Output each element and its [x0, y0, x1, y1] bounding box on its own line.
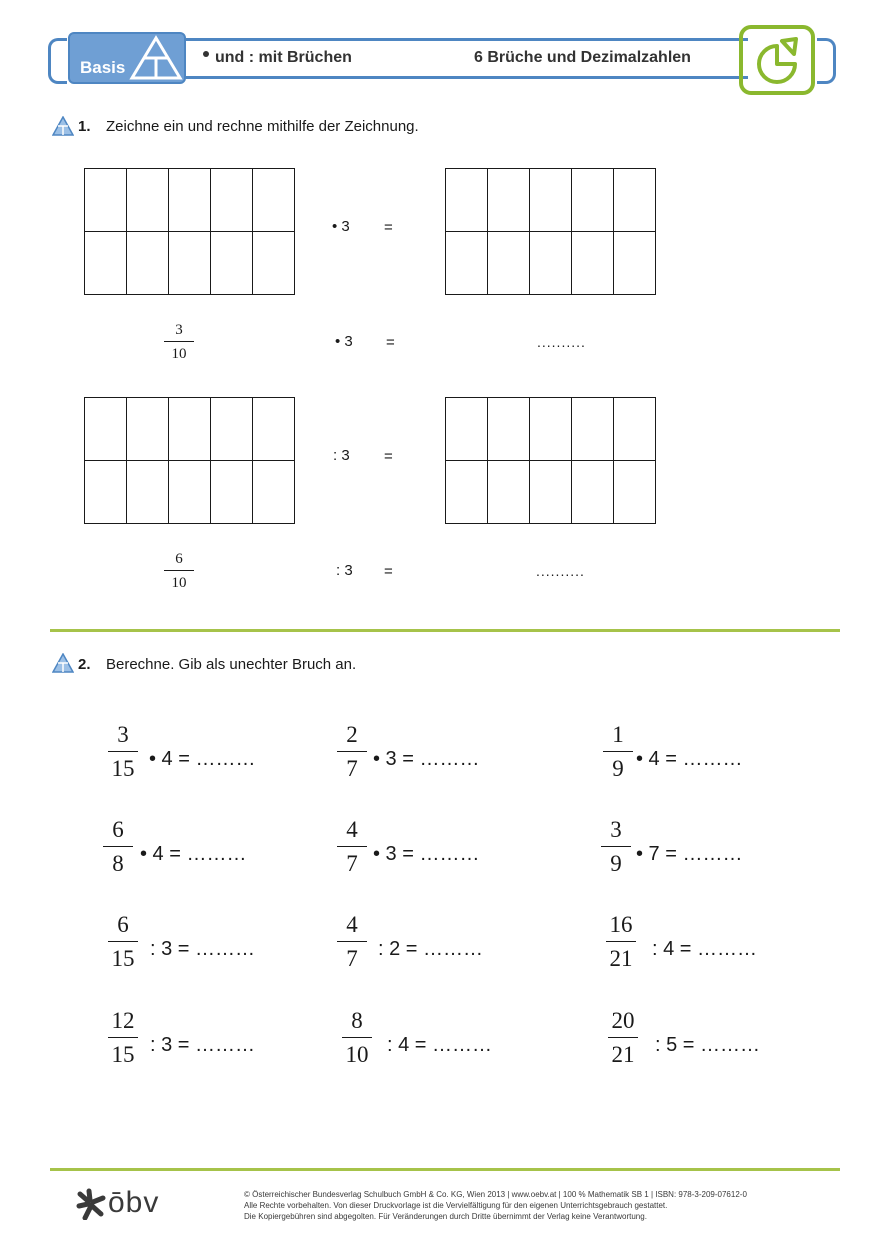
task1-eq-2b: = [384, 563, 393, 580]
fraction-denominator: 21 [609, 946, 633, 971]
task1-instruction: Zeichne ein und rechne mithilfe der Zeichnung. [106, 118, 419, 135]
fraction-bar [603, 751, 633, 752]
task1-op-1: • 3 [332, 218, 350, 235]
fraction-numerator: 12 [111, 1008, 135, 1033]
fraction-numerator: 16 [609, 912, 633, 937]
fraction-denominator: 21 [611, 1042, 635, 1067]
fraction-numerator: 8 [351, 1008, 363, 1033]
task-level-icon [52, 653, 74, 673]
chapter-fraction-icon [738, 24, 816, 96]
fraction-grid-left-1[interactable] [84, 168, 295, 295]
footer-rights: Alle Rechte vorbehalten. Von dieser Druckvorlage ist die Vervielfältigung für den eigenen Unterrichtsgebrauch gestattet. [244, 1201, 668, 1210]
header-bullet [203, 51, 209, 57]
fraction-numerator: 4 [346, 817, 358, 842]
task1-op-1b: • 3 [335, 333, 353, 350]
fraction-numerator: 1 [612, 722, 624, 747]
task2-fraction [108, 912, 138, 972]
section-separator [50, 629, 840, 632]
fraction-numerator: 3 [175, 322, 183, 338]
task2-operation[interactable]: : 3 = ……… [150, 938, 256, 960]
fraction-denominator: 15 [111, 1042, 135, 1067]
header-chapter: 6 Brüche und Dezimalzahlen [474, 49, 691, 66]
fraction-denominator: 7 [346, 946, 358, 971]
task2-operation[interactable]: • 4 = ……… [140, 843, 247, 865]
task2-operation[interactable]: • 3 = ……… [373, 843, 480, 865]
task1-number: 1. [78, 118, 91, 135]
task1-answer-2[interactable]: .......... [536, 563, 585, 579]
fraction-bar [601, 846, 631, 847]
header-topic: und : mit Brüchen [215, 49, 352, 66]
fraction-numerator: 6 [112, 817, 124, 842]
fraction-denominator: 15 [111, 756, 135, 781]
header-bracket-right [817, 38, 836, 84]
footer-fees: Die Kopiergebühren sind abgegolten. Für Veränderungen durch Dritte übernimmt der Verlag keine Verantwortung. [244, 1212, 647, 1221]
fraction-bar [103, 846, 133, 847]
task2-operation[interactable]: • 4 = ……… [149, 748, 256, 770]
task1-op-2: : 3 [333, 447, 350, 464]
task2-fraction [342, 1008, 372, 1068]
task2-fraction [337, 817, 367, 877]
fraction-bar [342, 1037, 372, 1038]
fraction-denominator: 10 [171, 575, 187, 591]
publisher-name: ōbv [108, 1186, 160, 1219]
basis-label: Basis [80, 58, 126, 77]
fraction-bar [337, 751, 367, 752]
fraction-bar [337, 941, 367, 942]
fraction-numerator: 6 [117, 912, 129, 937]
task1-eq-1: = [384, 219, 393, 236]
task1-answer-1[interactable]: .......... [537, 334, 586, 350]
fraction-denominator: 9 [612, 756, 624, 781]
fraction-bar [606, 941, 636, 942]
fraction-bar [337, 846, 367, 847]
fraction-bar [108, 751, 138, 752]
task1-fraction-1 [164, 320, 194, 364]
fraction-numerator: 2 [346, 722, 358, 747]
task2-fraction [108, 722, 138, 782]
task1-eq-2: = [384, 448, 393, 465]
fraction-bar [108, 941, 138, 942]
task1-op-2b: : 3 [336, 562, 353, 579]
footer-separator [50, 1168, 840, 1171]
task2-operation[interactable]: : 4 = ……… [387, 1034, 493, 1056]
task2-number: 2. [78, 656, 91, 673]
task2-fraction [103, 817, 133, 877]
fraction-bar [608, 1037, 638, 1038]
fraction-numerator: 3 [117, 722, 129, 747]
header-bracket-left [48, 38, 67, 84]
task2-instruction: Berechne. Gib als unechter Bruch an. [106, 656, 357, 673]
task1-fraction-2 [164, 549, 194, 593]
fraction-bar [164, 570, 194, 571]
task2-operation[interactable]: • 3 = ……… [373, 748, 480, 770]
fraction-denominator: 10 [345, 1042, 369, 1067]
footer-copyright: © Österreichischer Bundesverlag Schulbuch GmbH & Co. KG, Wien 2013 | www.oebv.at | 100 % Mathematik SB 1 | ISBN: 978-3-209-07612-0 [244, 1190, 747, 1199]
publisher-logo-icon [76, 1188, 106, 1220]
task2-operation[interactable]: • 7 = ……… [636, 843, 743, 865]
task2-operation[interactable]: : 3 = ……… [150, 1034, 256, 1056]
fraction-denominator: 8 [112, 851, 124, 876]
task1-eq-1b: = [386, 334, 395, 351]
fraction-bar [164, 341, 194, 342]
fraction-denominator: 9 [610, 851, 622, 876]
task2-fraction [606, 912, 636, 972]
task2-fraction [608, 1008, 638, 1068]
task2-operation[interactable]: : 2 = ……… [378, 938, 484, 960]
fraction-numerator: 4 [346, 912, 358, 937]
fraction-numerator: 3 [610, 817, 622, 842]
task2-operation[interactable]: : 5 = ……… [655, 1034, 761, 1056]
fraction-denominator: 7 [346, 756, 358, 781]
task2-fraction [108, 1008, 138, 1068]
fraction-denominator: 7 [346, 851, 358, 876]
task2-fraction [601, 817, 631, 877]
task2-fraction [337, 722, 367, 782]
header-line-bottom [180, 76, 748, 79]
fraction-grid-left-2[interactable] [84, 397, 295, 524]
fraction-denominator: 10 [171, 346, 187, 362]
fraction-grid-right-2[interactable] [445, 397, 656, 524]
fraction-grid-right-1[interactable] [445, 168, 656, 295]
task2-operation[interactable]: : 4 = ……… [652, 938, 758, 960]
task2-fraction [603, 722, 633, 782]
task-level-icon [52, 116, 74, 136]
task2-operation[interactable]: • 4 = ……… [636, 748, 743, 770]
header-line-top [180, 38, 748, 41]
fraction-numerator: 6 [175, 551, 183, 567]
task2-fraction [337, 912, 367, 972]
fraction-numerator: 20 [611, 1008, 635, 1033]
fraction-denominator: 15 [111, 946, 135, 971]
fraction-bar [108, 1037, 138, 1038]
